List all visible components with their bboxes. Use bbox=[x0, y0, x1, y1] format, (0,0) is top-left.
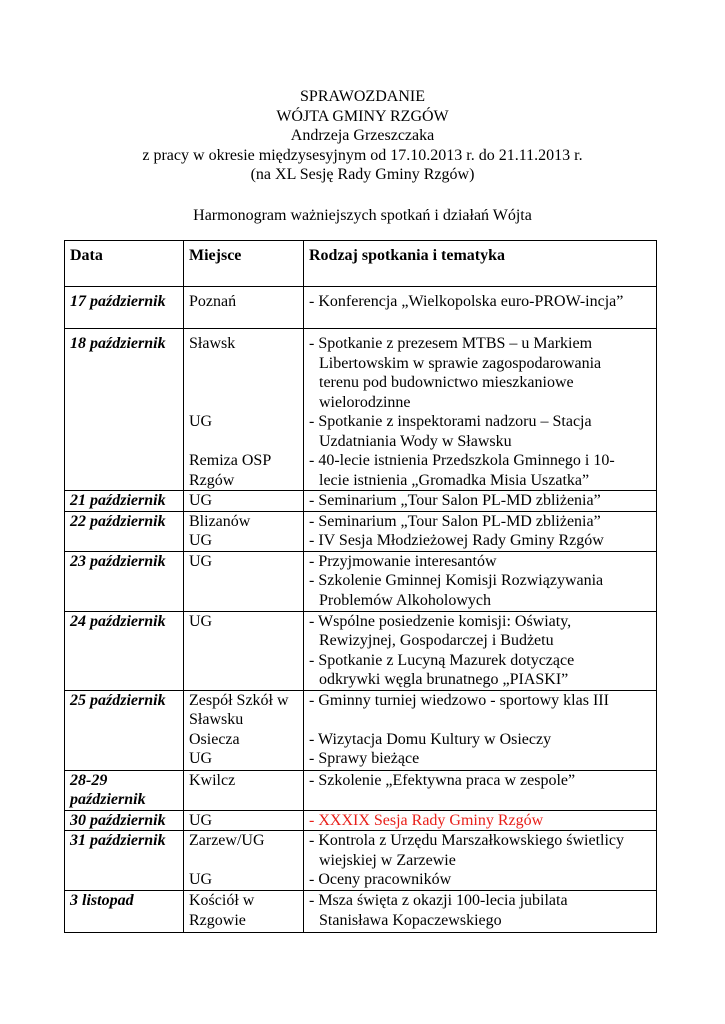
cell-date bbox=[65, 329, 184, 491]
place-line: UG bbox=[189, 811, 213, 829]
place-line: Osiecza bbox=[189, 730, 240, 748]
topic-line: Libertowskim w sprawie zagospodarowania bbox=[319, 354, 602, 372]
place-line: UG bbox=[189, 612, 213, 630]
topic-line: - Seminarium „Tour Salon PL-MD zbliżenia” bbox=[309, 492, 601, 509]
table-header-row bbox=[65, 241, 657, 287]
cell-topic bbox=[304, 770, 657, 810]
schedule-table bbox=[64, 240, 657, 933]
date-line: 17 październik bbox=[70, 293, 166, 310]
table-row bbox=[65, 690, 657, 770]
date-line: 31 październik bbox=[70, 832, 166, 849]
table-row bbox=[65, 551, 657, 611]
table-row bbox=[65, 831, 657, 891]
place-line bbox=[189, 354, 303, 374]
place-line: Sławsku bbox=[189, 711, 244, 728]
place-line: UG bbox=[189, 492, 213, 509]
cell-place bbox=[184, 611, 304, 690]
table-row bbox=[65, 329, 657, 491]
cell-topic bbox=[304, 491, 657, 512]
topic-line: Uzdatniania Wody w Sławsku bbox=[319, 432, 512, 450]
cell-date bbox=[65, 831, 184, 891]
topic-line: odkrywki węgla brunatnego „PIASKI” bbox=[319, 671, 569, 688]
cell-place bbox=[184, 329, 304, 491]
date-line: 25 październik bbox=[70, 691, 166, 709]
topic-line: - Wspólne posiedzenie komisji: Oświaty, bbox=[309, 612, 572, 630]
topic-line: - Kontrola z Urzędu Marszałkowskiego świetlicy bbox=[309, 832, 625, 849]
place-line: Rzgów bbox=[189, 471, 235, 489]
column-header-place: Miejsce bbox=[184, 241, 304, 287]
table-row bbox=[65, 287, 657, 329]
cell-date bbox=[65, 287, 184, 329]
cell-date bbox=[65, 810, 184, 831]
cell-place bbox=[184, 891, 304, 933]
topic-line: terenu pod budownictwo mieszkaniowe bbox=[319, 374, 574, 391]
topic-line: - Szkolenie Gminnej Komisji Rozwiązywania bbox=[309, 572, 604, 589]
header-session: (na XL Sesję Rady Gminy Rzgów) bbox=[250, 166, 475, 184]
table-row bbox=[65, 810, 657, 831]
topic-line: Rewizyjnej, Gospodarczej i Budżetu bbox=[319, 632, 554, 649]
date-line: 30 październik bbox=[70, 811, 166, 829]
place-line: UG bbox=[189, 532, 213, 549]
cell-date bbox=[65, 611, 184, 690]
table-row bbox=[65, 511, 657, 551]
date-line: 21 październik bbox=[70, 492, 166, 509]
date-line: 24 październik bbox=[70, 612, 166, 630]
place-line bbox=[189, 373, 303, 393]
cell-place bbox=[184, 831, 304, 891]
date-line: 22 październik bbox=[70, 512, 166, 530]
table-row bbox=[65, 491, 657, 512]
cell-place bbox=[184, 770, 304, 810]
topic-line: - Przyjmowanie interesantów bbox=[309, 552, 497, 570]
table-row bbox=[65, 891, 657, 933]
cell-date bbox=[65, 551, 184, 611]
cell-date bbox=[65, 770, 184, 810]
cell-place bbox=[184, 287, 304, 329]
cell-place bbox=[184, 551, 304, 611]
place-line: Zespół Szkół w bbox=[189, 691, 289, 709]
cell-topic bbox=[304, 690, 657, 770]
place-line bbox=[189, 432, 303, 452]
header-office: WÓJTA GMINY RZGÓW bbox=[276, 107, 449, 125]
cell-place bbox=[184, 690, 304, 770]
topic-line: Stanisława Kopaczewskiego bbox=[319, 911, 502, 929]
column-header-topic: Rodzaj spotkania i tematyka bbox=[304, 241, 657, 287]
topic-line: - Msza święta z okazji 100-lecia jubilata bbox=[309, 892, 568, 909]
column-header-date: Data bbox=[65, 241, 184, 287]
topic-line: - Szkolenie „Efektywna praca w zespole” bbox=[309, 771, 576, 789]
header-period: z pracy w okresie międzysesyjnym od 17.10.2013 r. do 21.11.2013 r. bbox=[142, 146, 583, 164]
cell-date bbox=[65, 511, 184, 551]
topic-line: - 40-lecie istnienia Przedszkola Gminnego i 10- bbox=[309, 452, 615, 469]
topic-line: - Spotkanie z prezesem MTBS – u Markiem bbox=[309, 335, 593, 352]
date-line: 3 listopad bbox=[70, 892, 134, 909]
place-line: Zarzew/UG bbox=[189, 832, 265, 849]
cell-date bbox=[65, 491, 184, 512]
topic-line: - Gminny turniej wiedzowo - sportowy klas III bbox=[309, 691, 609, 709]
topic-line: - Seminarium „Tour Salon PL-MD zbliżenia” bbox=[309, 512, 601, 530]
date-line: październik bbox=[70, 791, 146, 808]
topic-line: - Konferencja „Wielkopolska euro-PROW-incja” bbox=[309, 293, 624, 310]
topic-line: wiejskiej w Zarzewie bbox=[319, 851, 456, 869]
place-line: Kościół w bbox=[189, 892, 255, 909]
cell-place bbox=[184, 511, 304, 551]
topic-line bbox=[309, 710, 656, 730]
cell-topic bbox=[304, 511, 657, 551]
topic-line: - Wizytacja Domu Kultury w Osieczy bbox=[309, 730, 552, 748]
header-name: Andrzeja Grzeszczaka bbox=[290, 127, 435, 145]
cell-topic bbox=[304, 891, 657, 933]
topic-line: - IV Sesja Młodzieżowej Rady Gminy Rzgów bbox=[309, 532, 604, 549]
place-line: Poznań bbox=[189, 293, 237, 310]
topic-line: Problemów Alkoholowych bbox=[319, 591, 491, 609]
report-header bbox=[0, 87, 725, 185]
topic-line: - Oceny pracowników bbox=[309, 871, 452, 888]
topic-line: - Spotkanie z Lucyną Mazurek dotyczące bbox=[309, 651, 575, 669]
cell-topic bbox=[304, 810, 657, 831]
cell-topic bbox=[304, 831, 657, 891]
cell-topic bbox=[304, 611, 657, 690]
place-line: Sławsk bbox=[189, 335, 236, 352]
table-row bbox=[65, 611, 657, 690]
topic-line: wielorodzinne bbox=[319, 393, 411, 411]
topic-line: - Sprawy bieżące bbox=[309, 750, 420, 767]
date-line: 28-29 bbox=[70, 771, 108, 789]
date-line: 23 październik bbox=[70, 552, 166, 570]
cell-date bbox=[65, 690, 184, 770]
topic-line: lecie istnienia „Gromadka Misia Uszatka” bbox=[319, 471, 590, 489]
place-line: UG bbox=[189, 750, 213, 767]
place-line: Remiza OSP bbox=[189, 452, 272, 469]
place-line: UG bbox=[189, 552, 213, 570]
table-row bbox=[65, 770, 657, 810]
cell-place bbox=[184, 491, 304, 512]
cell-place bbox=[184, 810, 304, 831]
place-line: Blizanów bbox=[189, 512, 251, 530]
place-line bbox=[189, 393, 303, 413]
cell-date bbox=[65, 891, 184, 933]
cell-topic bbox=[304, 287, 657, 329]
schedule-subtitle: Harmonogram ważniejszych spotkań i działań Wójta bbox=[193, 207, 532, 224]
topic-line: - Spotkanie z inspektorami nadzoru – Stacja bbox=[309, 413, 592, 430]
place-line: Rzgowie bbox=[189, 911, 246, 929]
place-line: UG bbox=[189, 413, 213, 430]
place-line: Kwilcz bbox=[189, 771, 236, 789]
topic-line: - XXXIX Sesja Rady Gminy Rzgów bbox=[309, 811, 544, 829]
place-line: UG bbox=[189, 871, 213, 888]
place-line bbox=[189, 851, 303, 871]
header-title: SPRAWOZDANIE bbox=[300, 88, 425, 105]
date-line: 18 październik bbox=[70, 335, 166, 352]
cell-topic bbox=[304, 329, 657, 491]
cell-topic bbox=[304, 551, 657, 611]
